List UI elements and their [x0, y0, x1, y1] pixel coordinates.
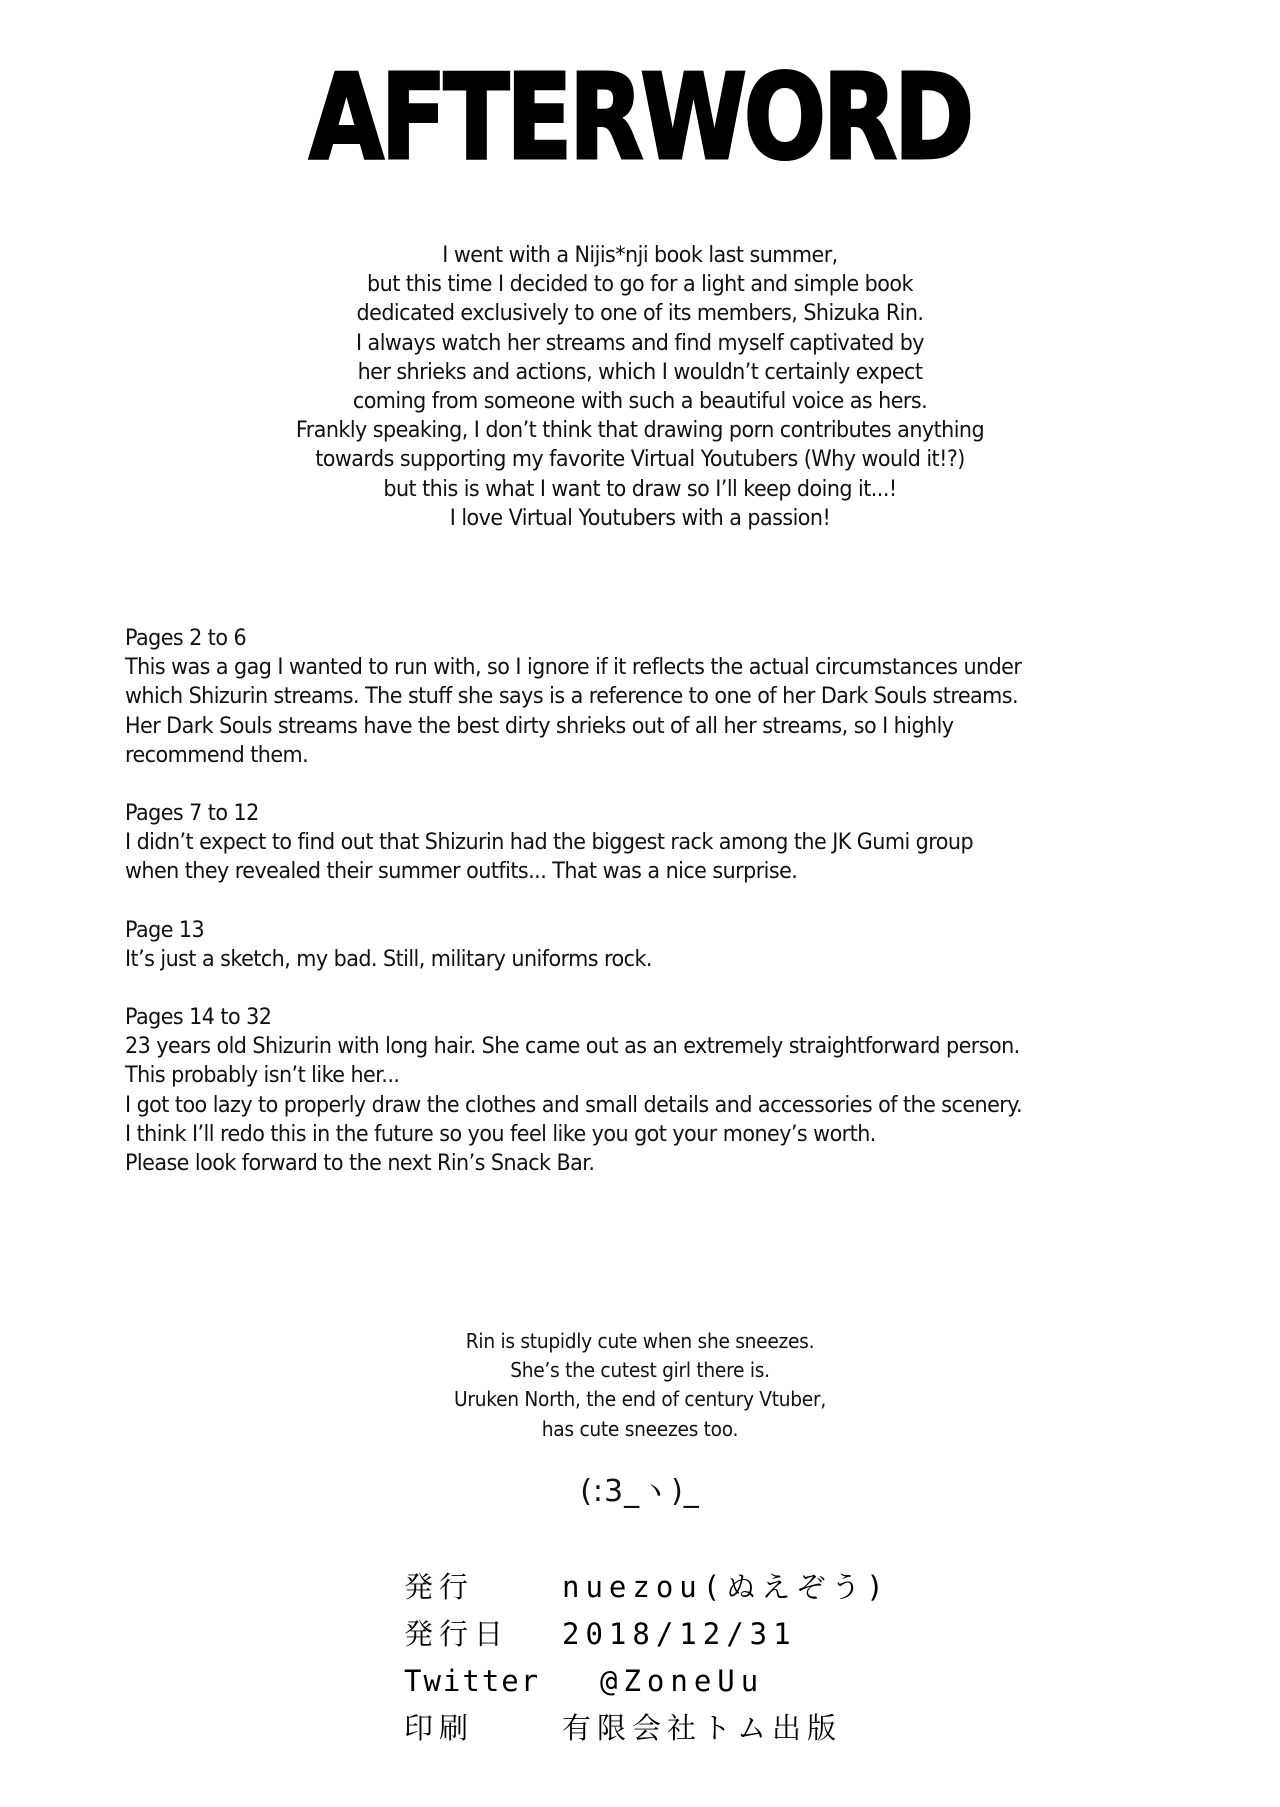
closing-stanza	[0, 1327, 1280, 1444]
colophon-row-printer	[404, 1706, 924, 1753]
intro-line: but this time I decided to go for a light and simple book	[367, 271, 913, 298]
intro-line: towards supporting my favorite Virtual Youtubers (Why would it!?)	[315, 446, 965, 473]
section-heading: Pages 2 to 6	[125, 625, 247, 651]
twitter-handle: @ZoneUu	[600, 1664, 765, 1698]
colophon-label: 発行日	[404, 1617, 510, 1651]
section-line: This probably isn’t like her...	[125, 1062, 400, 1089]
section-pages-7-to-12	[125, 799, 1185, 887]
intro-line: I went with a Nijis*nji book last summer,	[442, 242, 838, 268]
intro-line: coming from someone with such a beautiful voice as hers.	[352, 388, 928, 415]
colophon-value: 2018/12/31	[562, 1617, 797, 1651]
intro-line: dedicated exclusively to one of its members, Shizuka Rin.	[356, 300, 924, 327]
colophon-label: 印刷	[404, 1711, 475, 1745]
page-notes	[125, 624, 1185, 1207]
colophon	[404, 1565, 924, 1753]
intro-line: but this is what I want to draw so I’ll keep doing it...!	[383, 475, 897, 502]
colophon-value: nuezou(ぬえぞう)	[562, 1570, 890, 1604]
intro-paragraph	[0, 241, 1280, 533]
section-page-13	[125, 916, 1185, 974]
closing-line: Rin is stupidly cute when she sneezes.	[465, 1329, 815, 1353]
colophon-row-twitter	[404, 1659, 924, 1706]
section-line: It’s just a sketch, my bad. Still, military uniforms rock.	[125, 945, 652, 972]
section-heading: Pages 7 to 12	[125, 800, 259, 827]
section-line: I think I’ll redo this in the future so you feel like you got your money’s worth.	[125, 1120, 876, 1147]
emoticon: (:3_ヽ)_	[580, 1474, 700, 1509]
section-heading: Page 13	[125, 916, 205, 943]
colophon-label: Twitter	[404, 1664, 541, 1698]
closing-line: Uruken North, the end of century Vtuber,	[454, 1387, 826, 1412]
intro-line: her shrieks and actions, which I wouldn’t certainly expect	[357, 358, 923, 385]
closing-line: has cute sneezes too.	[541, 1416, 739, 1441]
page-title: AFTERWORD	[309, 48, 971, 186]
section-pages-2-to-6	[125, 624, 1185, 770]
section-line: This was a gag I wanted to run with, so I ignore if it reflects the actual circumstances under	[125, 654, 1022, 681]
intro-line: I love Virtual Youtubers with a passion!	[449, 504, 831, 531]
section-line: 23 years old Shizurin with long hair. She came out as an extremely straightforward person.	[125, 1033, 1020, 1060]
closing-line: She’s the cutest girl there is.	[510, 1358, 770, 1383]
section-heading: Pages 14 to 32	[125, 1004, 272, 1031]
colophon-label: 発行	[404, 1570, 475, 1604]
section-line: which Shizurin streams. The stuff she says is a reference to one of her Dark Souls streams.	[125, 683, 1019, 710]
colophon-row-publisher	[404, 1565, 924, 1612]
intro-line: Frankly speaking, I don’t think that drawing porn contributes anything	[295, 417, 985, 444]
section-line: Please look forward to the next Rin’s Snack Bar.	[125, 1150, 595, 1177]
colophon-row-publish-date	[404, 1612, 924, 1659]
colophon-value: 有限会社トム出版	[562, 1711, 843, 1745]
section-line: Her Dark Souls streams have the best dirty shrieks out of all her streams, so I highly	[125, 712, 954, 739]
section-line: when they revealed their summer outfits... That was a nice surprise.	[125, 858, 798, 885]
section-line: I didn’t expect to find out that Shizurin had the biggest rack among the JK Gumi group	[125, 829, 974, 856]
section-pages-14-to-32	[125, 1003, 1185, 1178]
section-line: recommend them.	[125, 741, 309, 768]
section-line: I got too lazy to properly draw the clothes and small details and accessories of the scenery.	[125, 1091, 1023, 1118]
intro-line: I always watch her streams and find myself captivated by	[355, 329, 925, 356]
